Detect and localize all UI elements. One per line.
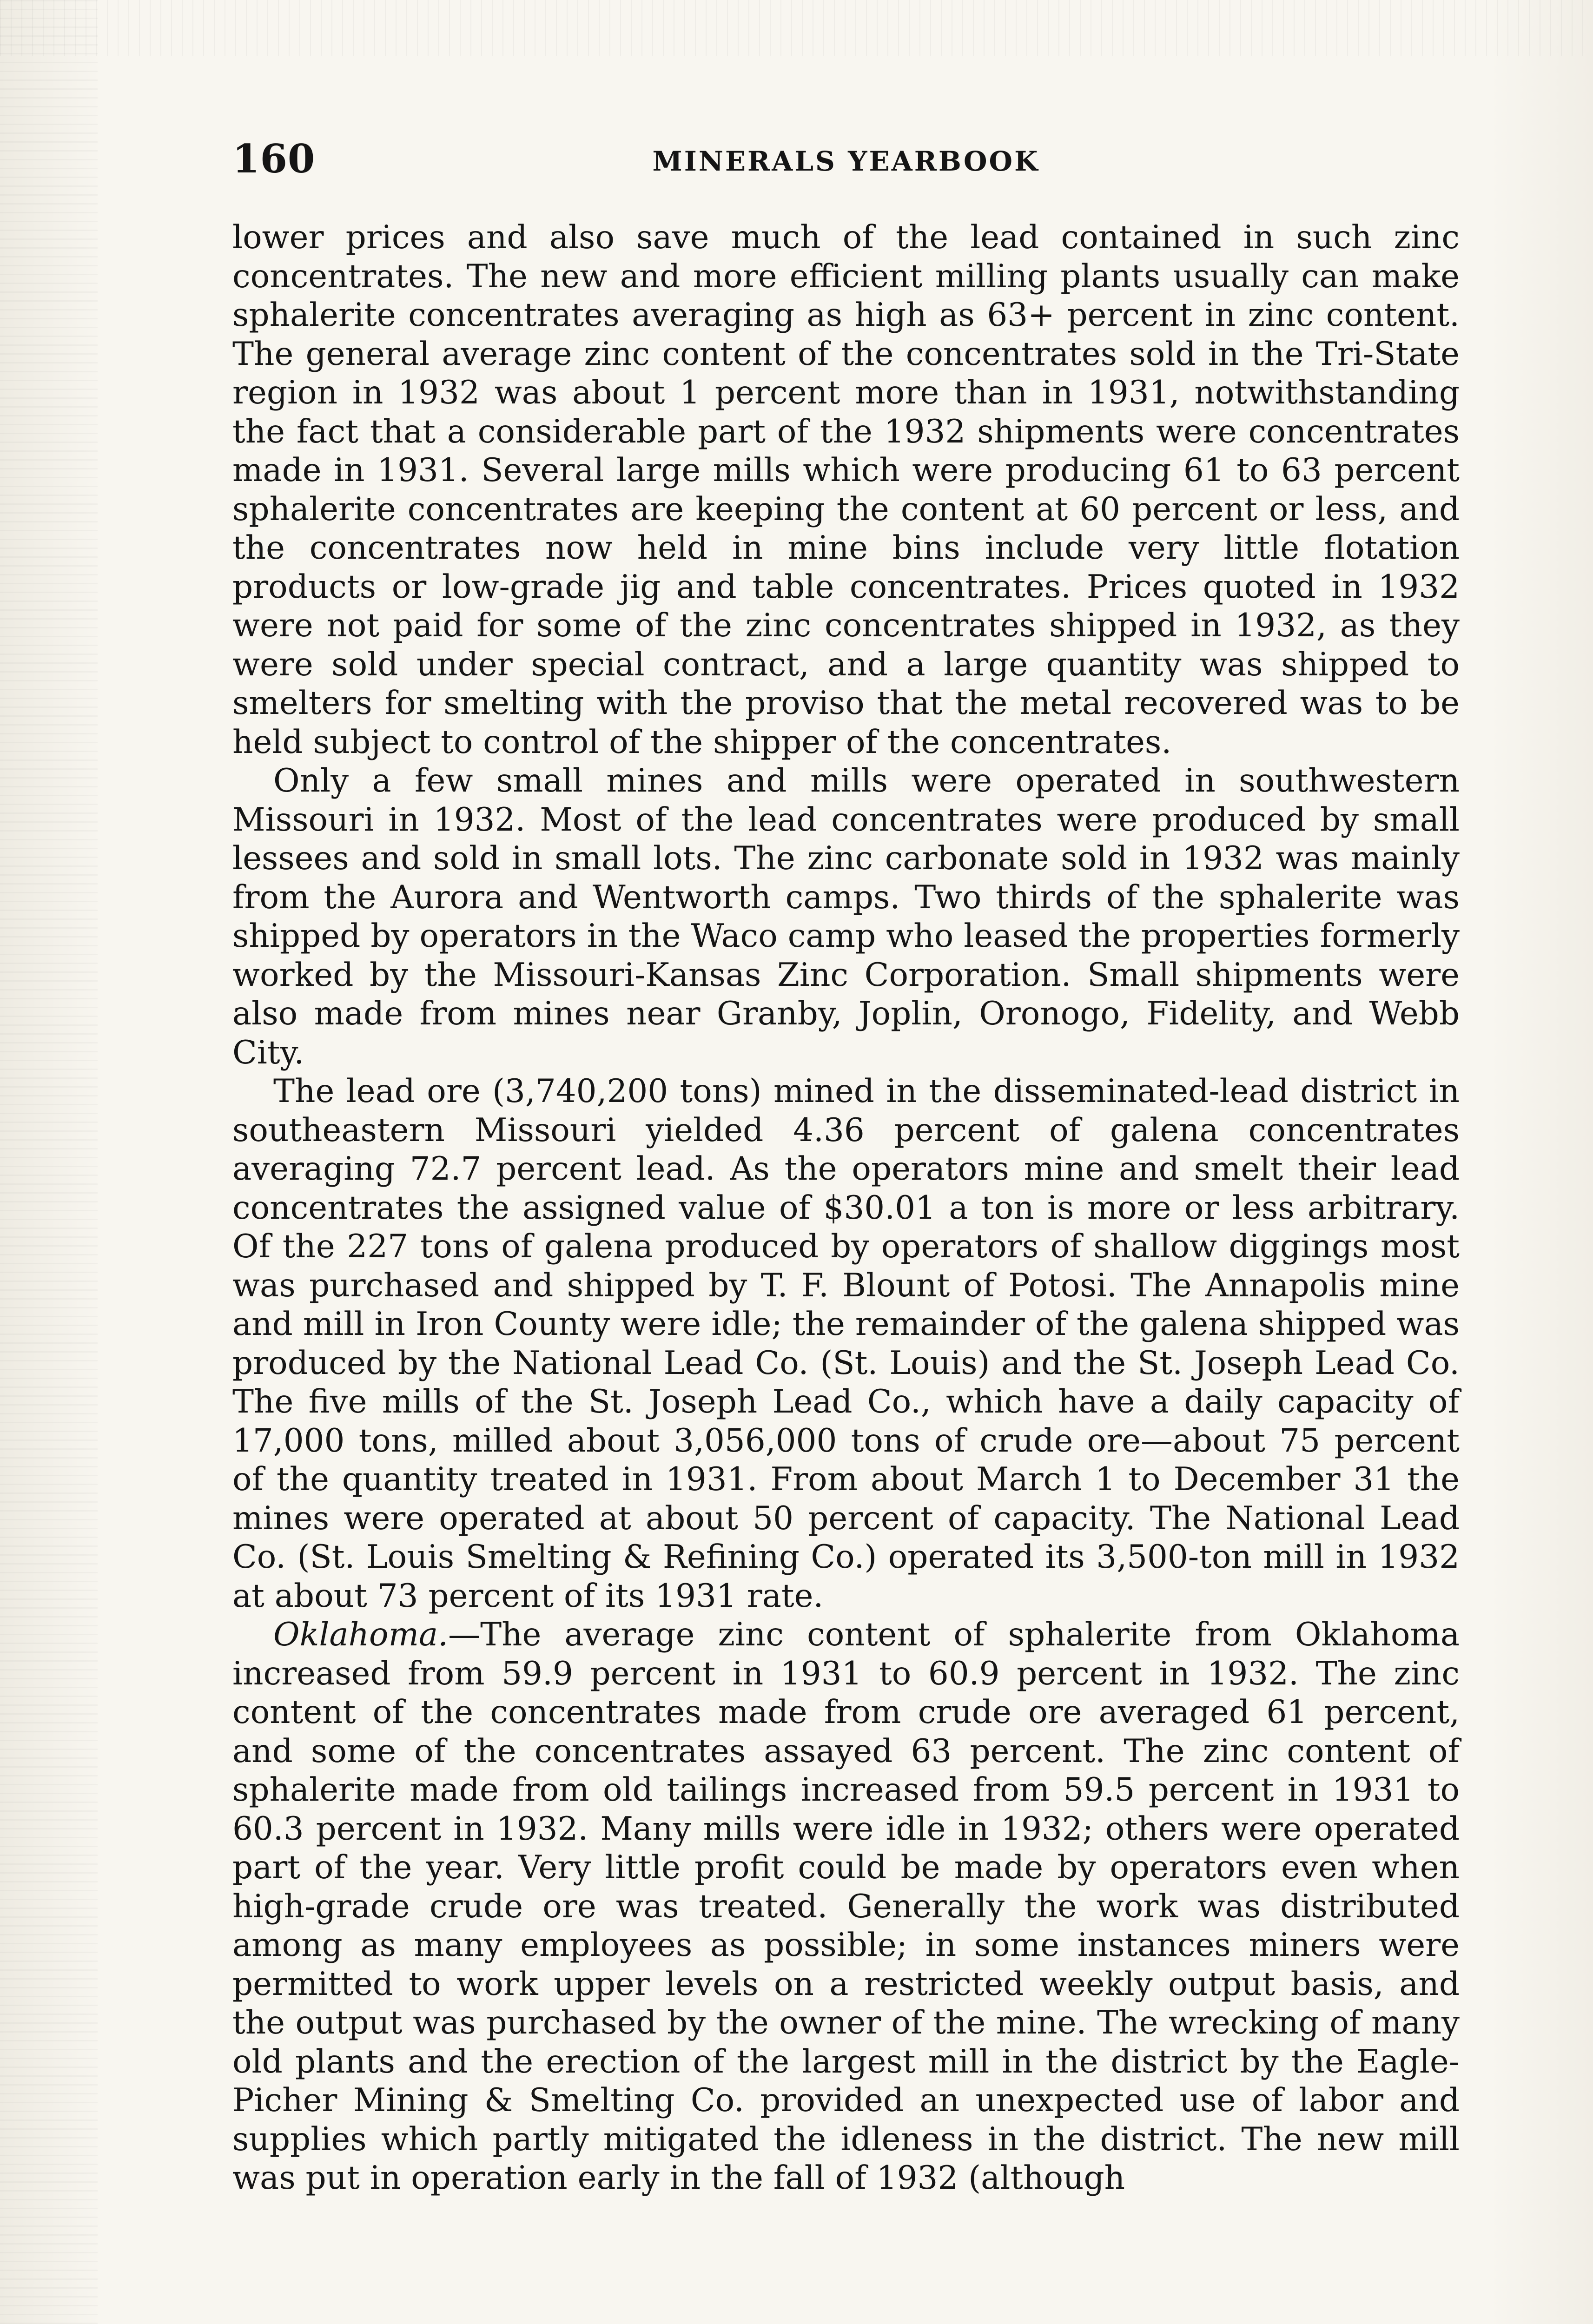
paragraph-oklahoma [232, 1616, 1460, 2198]
page-number: 160 [232, 136, 316, 182]
body-text [232, 218, 1460, 2198]
paragraph-southeastern-missouri-lead: The lead ore (3,740,200 tons) mined in the disseminated-lead district in southeastern Missouri yielded 4.36 percent of galena concentrates averaging 72.7 percent lead. As the operators mine and smelt their lead concentrates the assigned value of $30.01 a ton is more or less arbitrary. Of the 227 tons of galena produced by operators of shallow diggings most was purchased and shipped by T. F. Blount of Potosi. The Annapolis mine and mill in Iron County were idle; the remainder of the galena shipped was produced by the National Lead Co. (St. Louis) and the St. Joseph Lead Co. The five mills of the St. Joseph Lead Co., which have a daily capacity of 17,000 tons, milled about 3,056,000 tons of crude ore—about 75 percent of the quantity treated in 1931. From about March 1 to December 31 the mines were operated at about 50 percent of capacity. The National Lead Co. (St. Louis Smelting & Refining Co.) operated its 3,500-ton mill in 1932 at about 73 percent of its 1931 rate. [232, 1073, 1460, 1615]
scan-top-texture [0, 0, 1593, 56]
oklahoma-text: —The average zinc content of sphalerite from Oklahoma increased from 59.9 percent in 1931 to 60.9 percent in 1932. The zinc content of the concentrates made from crude ore averaged 61 percent, and some of the concentrates assayed 63 percent. The zinc content of sphalerite made from old tailings increased from 59.5 percent in 1931 to 60.3 percent in 1932. Many mills were idle in 1932; others were operated part of the year. Very little profit could be made by operators even when high-grade crude ore was treated. Generally the work was distributed among as many employees as possible; in some instances miners were permitted to work upper levels on a restricted weekly output basis, and the output was purchased by the owner of the mine. The wrecking of many old plants and the erection of the largest mill in the district by the Eagle-Picher Mining & Smelting Co. provided an unexpected use of labor and supplies which partly mitigated the idleness in the district. The new mill was put in operation early in the fall of 1932 (although [232, 1616, 1460, 2197]
running-head: MINERALS YEARBOOK [652, 145, 1040, 177]
paragraph-southwestern-missouri: Only a few small mines and mills were operated in southwestern Missouri in 1932. Most of the lead concentrates were produced by small lessees and sold in small lots. The zinc carbonate sold in 1932 was mainly from the Aurora and Wentworth camps. Two thirds of the sphalerite was shipped by operators in the Waco camp who leased the properties formerly worked by the Missouri-Kansas Zinc Corporation. Small shipments were also made from mines near Granby, Joplin, Oronogo, Fidelity, and Webb City. [232, 762, 1460, 1071]
scan-edge-texture [0, 0, 98, 2324]
page-header [232, 136, 1460, 186]
paragraph-continuation: lower prices and also save much of the lead contained in such zinc concentrates. The new and more efficient milling plants usually can make sphalerite concentrates averaging as high as 63+ percent in zinc content. The general average zinc content of the concentrates sold in the Tri-State region in 1932 was about 1 percent more than in 1931, notwithstanding the fact that a considerable part of the 1932 shipments were concentrates made in 1931. Several large mills which were producing 61 to 63 percent sphalerite concentrates are keeping the content at 60 percent or less, and the concentrates now held in mine bins include very little flotation products or low-grade jig and table concentrates. Prices quoted in 1932 were not paid for some of the zinc concentrates shipped in 1932, as they were sold under special contract, and a large quantity was shipped to smelters for smelting with the proviso that the metal recovered was to be held subject to control of the shipper of the concentrates. [232, 219, 1460, 761]
oklahoma-heading: Oklahoma. [273, 1616, 449, 1653]
